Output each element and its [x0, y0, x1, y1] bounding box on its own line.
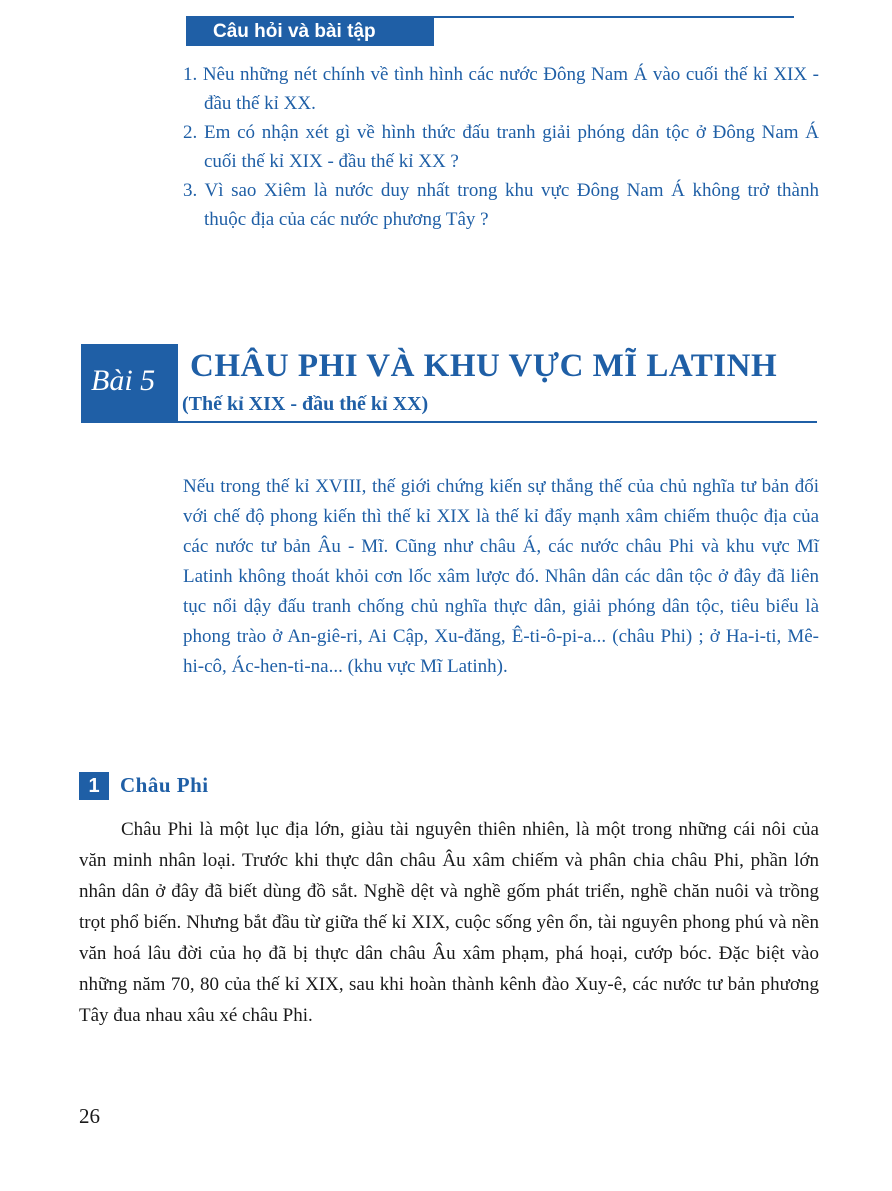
lesson-intro: Nếu trong thế kỉ XVIII, thế giới chứng kiến sự thắng thế của chủ nghĩa tư bản đối với chế độ phong kiến thì thế kỉ XIX là thế kỉ đẩy mạnh xâm chiếm thuộc địa của các nước tư bản Âu - Mĩ. Cũng như châu Á, các nước châu Phi và khu vực Mĩ Latinh không thoát khỏi cơn lốc xâm lược đó. Nhân dân các dân tộc ở đây đã liên tục nổi dậy đấu tranh chống chủ nghĩa thực dân, giải phóng dân tộc, tiêu biểu là phong trào ở An-giê-ri, Ai Cập, Xu-đăng, Ê-ti-ô-pi-a... (châu Phi) ; ở Ha-i-ti, Mê-hi-cô, Ác-hen-ti-na... (khu vực Mĩ Latinh). [183, 476, 819, 677]
lesson-title-rule [81, 421, 817, 423]
page-number: 26 [79, 1104, 100, 1128]
question-item-2: 2. Em có nhận xét gì về hình thức đấu tranh giải phóng dân tộc ở Đông Nam Á cuối thế kỉ XIX - đầu thế kỉ XX ? [183, 122, 819, 172]
question-item-3: 3. Vì sao Xiêm là nước duy nhất trong khu vực Đông Nam Á không trở thành thuộc địa của các nước phương Tây ? [183, 180, 819, 230]
section-title: Châu Phi [120, 773, 209, 797]
section-body: Châu Phi là một lục địa lớn, giàu tài nguyên thiên nhiên, là một trong những cái nôi của văn minh nhân loại. Trước khi thực dân châu Âu xâm chiếm và phân chia châu Phi, phần lớn nhân dân ở đây đã biết dùng đồ sắt. Nghề dệt và nghề gốm phát triển, nghề chăn nuôi và trồng trọt phổ biến. Nhưng bắt đầu từ giữa thế kỉ XIX, cuộc sống yên ổn, tài nguyên phong phú và nền văn hoá lâu đời của họ đã bị thực dân châu Âu xâm phạm, phá hoại, cướp bóc. Đặc biệt vào những năm 70, 80 của thế kỉ XIX, sau khi hoàn thành kênh đào Xuy-ê, các nước tư bản phương Tây đua nhau xâu xé châu Phi. [79, 819, 819, 1026]
question-item-1: 1. Nêu những nét chính về tình hình các nước Đông Nam Á vào cuối thế kỉ XIX - đầu thế kỉ XX. [183, 64, 819, 114]
questions-list [183, 60, 819, 234]
lesson-badge-label: Bài 5 [91, 364, 156, 397]
lesson-subtitle: (Thế kỉ XIX - đầu thế kỉ XX) [182, 393, 429, 415]
questions-header [186, 16, 794, 48]
questions-header-label: Câu hỏi và bài tập [186, 18, 434, 46]
lesson-title: CHÂU PHI VÀ KHU VỰC MĨ LATINH [190, 348, 778, 384]
lesson-badge [81, 344, 178, 422]
section-number-badge: 1 [79, 772, 109, 800]
